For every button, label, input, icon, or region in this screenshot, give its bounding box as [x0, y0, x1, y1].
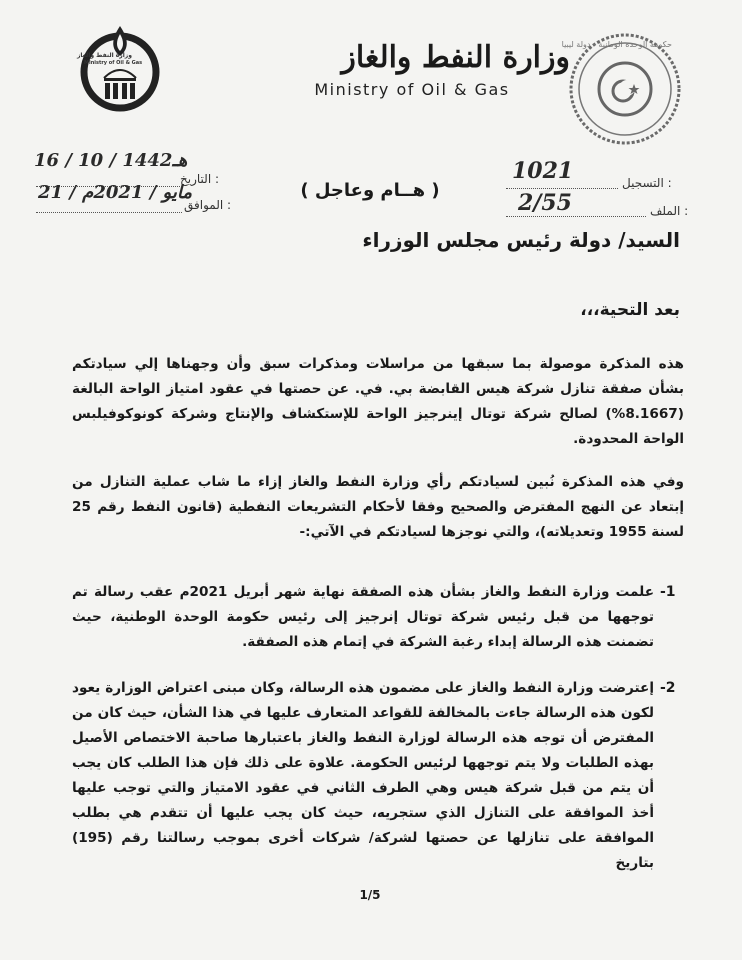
registration-label: التسجيل :	[622, 176, 672, 190]
item-1-text: علمت وزارة النفط والغاز بشأن هذه الصفقة نهاية شهر أبريل 2021م عقب رسالة تم توجهها من قبل رئيس شركة توتال إنرجيز إلى رئيس حكومة الوحدة الوطنية، حيث تضمنت هذه الرسالة إبداء رغبة الشركة في إتمام هذه الصفقة.	[72, 584, 654, 650]
date-label: التاريخ :	[180, 172, 220, 186]
ministry-name-english: Ministry of Oil & Gas	[314, 80, 510, 99]
registration-dots	[506, 188, 618, 189]
corresponding-value: 21 / مايو / 2021م	[38, 182, 192, 203]
file-dots	[506, 216, 646, 217]
date-value: 16 / 10 / 1442هـ	[34, 150, 188, 171]
logo-label-en: Ministry of Oil & Gas	[84, 60, 143, 66]
item-2-number: -2	[660, 680, 676, 696]
logo-label-ar: وزارة النفط والغاز	[76, 52, 132, 59]
seal-text: حكومة الوحدة الوطنية - دولة ليبيا	[561, 40, 672, 49]
ministry-name-arabic: وزارة النفط والغاز	[341, 40, 570, 75]
item-2-text: إعترضت وزارة النفط والغاز على مضمون هذه الرسالة، وكان مبنى اعتراض الوزارة يعود لكون هذه الرسالة جاءت بالمخالفة للقواعد المتعارف عليها في هذا الشأن، حيث كان من المفترض أن توجه هذه الرسالة لوزارة النفط والغاز باعتبارها صاحبة الاختصاص الأصيل بهذه الطلبات ولا يتم توجهها لرئيس الحكومة. علاوة على ذلك فإن هذا الطلب كان يجب أن يتم من قبل شركة هيس وهي الطرف الثاني في عقود الامتياز والتي توجب عليها أخذ الموافقة على التنازل الذي ستجريه، حيث كان يجب عليها أن تتقدم هي بطلب الموافقة على تنازلها عن حصتها لشركة/ شركات أخرى بموجب رسالتنا رقم (195) بتاريخ	[72, 680, 654, 871]
greeting: بعد التحية،،،	[580, 300, 680, 320]
file-label: الملف :	[650, 204, 689, 218]
corresponding-label: الموافق :	[184, 198, 232, 212]
urgent-label: ( هــام وعاجل )	[300, 180, 440, 201]
registration-value: 1021	[512, 158, 574, 184]
item-1-number: -1	[660, 584, 676, 600]
addressee: السيد/ دولة رئيس مجلس الوزراء	[362, 228, 680, 252]
paragraph-opinion: وفي هذه المذكرة نُبين لسيادتكم رأي وزارة النفط والغاز إزاء ما شاب عملية التنازل من إبتعاد عن النهج المفترض والصحيح وفقا لأحكام التشريعات النفطية (قانون النفط رقم 25 لسنة 1955 وتعديلاته)، والتي نوجزها لسيادتكم في الآتي:-	[72, 474, 684, 540]
paragraph-intro: هذه المذكرة موصولة بما سبقها من مراسلات ومذكرات سبق وأن وجهناها إلي سيادتكم بشأن صفقة تنازل شركة هيس القابضة بي. في. عن حصتها في عقود امتياز الواحة البالغة (8.1667%) لصالح شركة توتال إينرجيز الواحة للإستكشاف والإنتاج وشركة كونوكوفيلبس الواحة المحدودة.	[72, 356, 684, 447]
page-number: 1/5	[359, 888, 381, 902]
ministry-logo-icon	[74, 22, 166, 114]
corresponding-dots	[36, 212, 182, 213]
file-value: 2/55	[518, 190, 572, 216]
